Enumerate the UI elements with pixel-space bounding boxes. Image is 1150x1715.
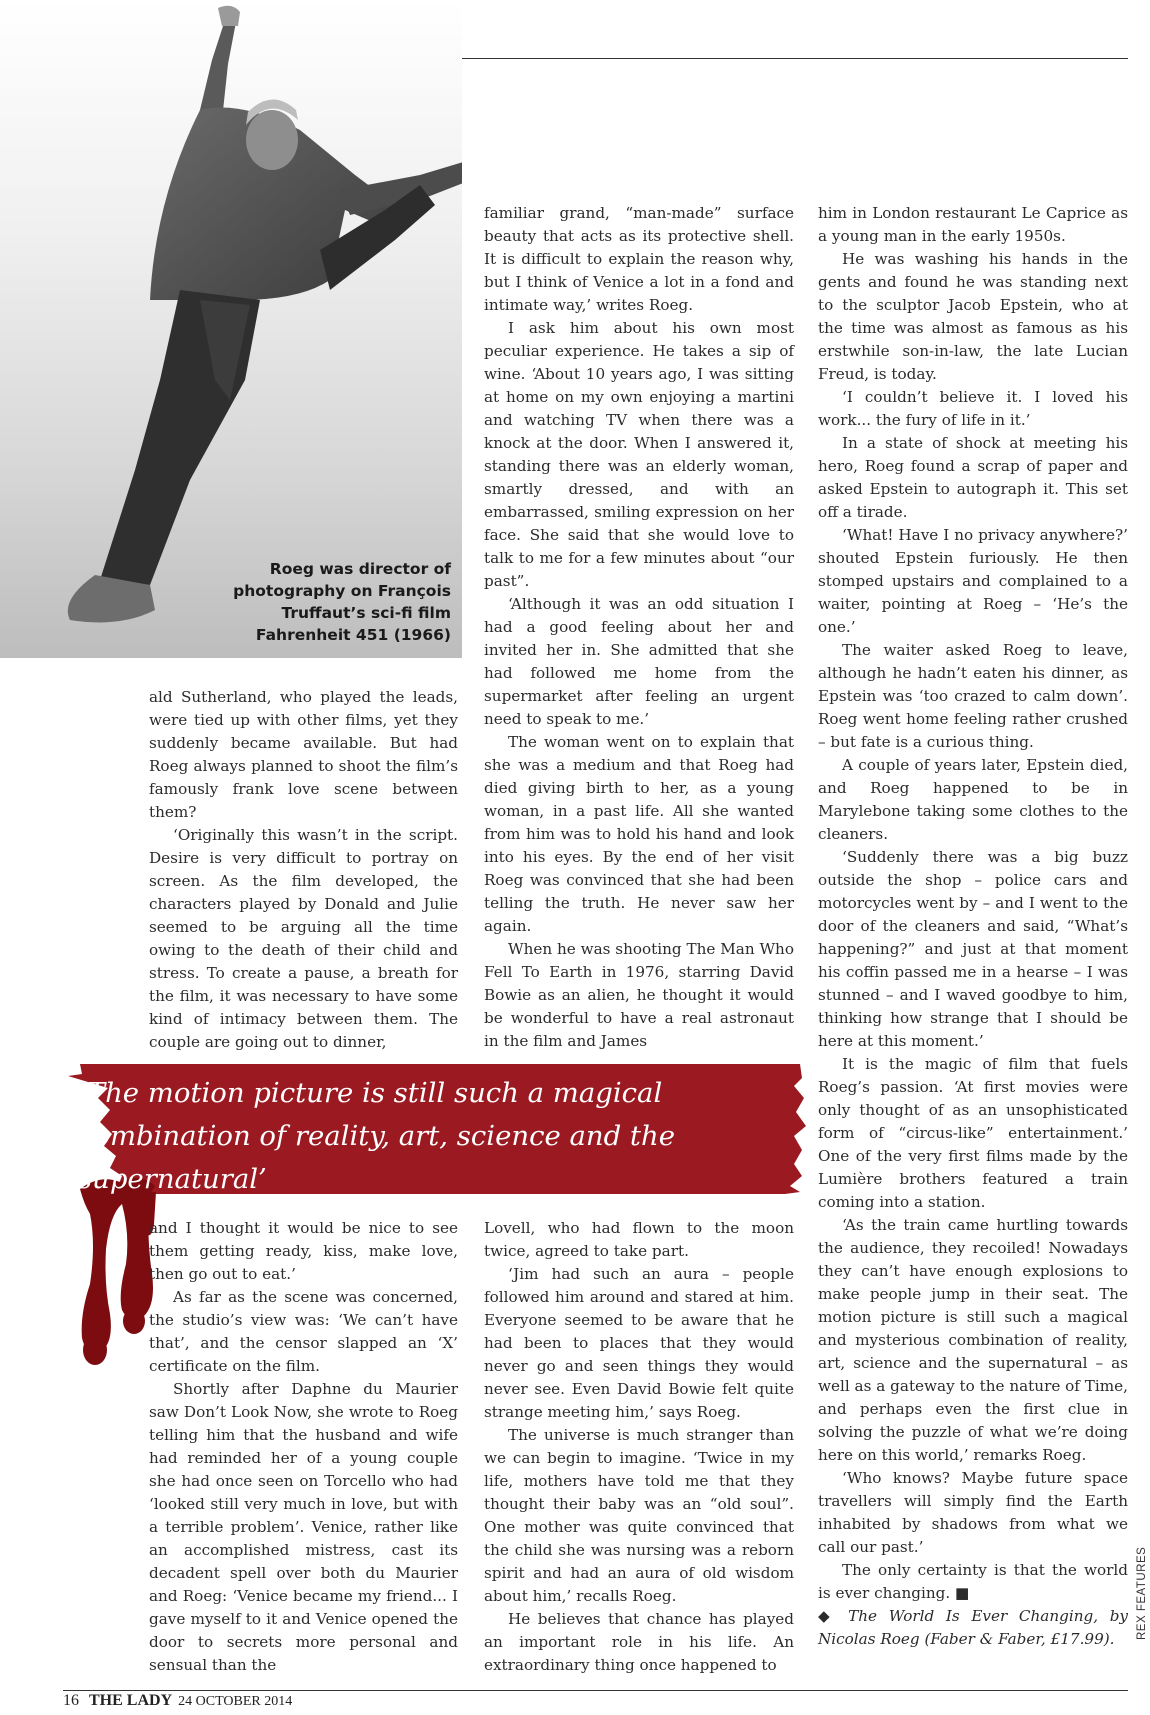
paragraph: him in London restaurant Le Caprice as a young man in the early 1950s. [818, 204, 1128, 245]
paragraph: It is the magic of film that fuels Roeg’s passion. ‘At first movies were only thought of as an unsophisticated form of “circus-like” entertainment.’ One of the very first films made by the Lumière brothers featured a train coming into a station. [818, 1055, 1128, 1211]
paragraph: As far as the scene was concerned, the studio’s view was: ‘We can’t have that’, and the censor slapped an ‘X’ certificate on the film. [149, 1288, 458, 1375]
paragraph: The only certainty is that the world is ever changing. ■ [818, 1561, 1128, 1602]
paragraph: ‘Although it was an odd situation I had a good feeling about her and invited her in. She admitted that she had followed me home from the supermarket after feeling an urgent need to speak to me.’ [484, 595, 794, 728]
paragraph: familiar grand, “man-made” surface beauty that acts as its protective shell. It is difficult to explain the reason why, but I think of Venice a lot in a fond and intimate way,’ writes Roeg. [484, 204, 794, 314]
paragraph: ‘As the train came hurtling towards the audience, they recoiled! Nowadays they can’t have enough explosions to make people jump in their seat. The motion picture is still such a magical and mysterious combination of reality, art, science and the supernatural – as well as a gateway to the nature of Time, and perhaps even the first clue in solving the puzzle of what we’re doing here on this world,’ remarks Roeg. [818, 1216, 1128, 1464]
paragraph: ‘What! Have I no privacy anywhere?’ shouted Epstein furiously. He then stomped upstairs and complained to a waiter, pointing at Roeg – ‘He’s the one.’ [818, 526, 1128, 636]
paragraph: When he was shooting The Man Who Fell To Earth in 1976, starring David Bowie as an alien, he thought it would be wonderful to have a real astronaut in the film and James [484, 940, 794, 1050]
photo-caption: Roeg was director of photography on François Truffaut’s sci-fi film Fahrenheit 451 (1966) [233, 560, 451, 644]
paragraph: ‘Jim had such an aura – people followed him around and stared at him. Everyone seemed to be aware that he had been to places that they would never go and seen things they would never see. Even David Bowie felt quite strange meeting him,’ says Roeg. [484, 1265, 794, 1421]
paragraph: He believes that chance has played an important role in his life. An extraordinary thing once happened to [484, 1610, 794, 1674]
paragraph: The universe is much stranger than we can begin to imagine. ‘Twice in my life, mothers have told me that they thought their baby was an “old soul”. One mother was quite convinced that the child she was nursing was a reborn spirit and had an aura of old wisdom about him,’ recalls Roeg. [484, 1426, 794, 1605]
paragraph: I ask him about his own most peculiar experience. He takes a sip of wine. ‘About 10 years ago, I was sitting at home on my own enjoying a martini and watching TV when there was a knock at the door. When I answered it, standing there was an elderly woman, smartly dressed, and with an embarrassed, smiling expression on her face. She said that she would love to talk to me for a few minutes about “our past”. [484, 319, 794, 590]
paragraph: Shortly after Daphne du Maurier saw Don’t Look Now, she wrote to Roeg telling him that the husband and wife had reminded her of a young couple she had once seen on Torcello who had ‘looked still very much in love, but with a terrible problem’. Venice, rather like an accomplished mistress, cast its decadent spell over both du Maurier and Roeg: ‘Venice became my friend... I gave myself to it and Venice opened the door to secrets more personal and sensual than the [149, 1380, 458, 1674]
paragraph: The waiter asked Roeg to leave, although he hadn’t eaten his dinner, as Epstein was ‘too crazed to calm down’. Roeg went home feeling rather crushed – but fate is a curious thing. [818, 641, 1128, 751]
article-column-2-lower [484, 1217, 794, 1677]
article-column-1-upper [149, 686, 458, 1054]
paragraph: He was washing his hands in the gents and found he was standing next to the sculptor Jacob Epstein, who at the time was almost as famous as his erstwhile son-in-law, the late Lucian Freud, is today. [818, 250, 1128, 383]
paragraph: A couple of years later, Epstein died, and Roeg happened to be in Marylebone taking some clothes to the cleaners. [818, 756, 1128, 843]
photo-credit: REX FEATURES [1136, 1546, 1148, 1640]
paragraph: ‘Suddenly there was a big buzz outside the shop – police cars and motorcycles went by – and I went to the door of the cleaners and said, “What’s happening?” and just at that moment his coffin passed me in a hearse – I was stunned – and I waved goodbye to him, thinking how strange that I should be here at this moment.’ [818, 848, 1128, 1050]
magazine-name: THE LADY [89, 1692, 173, 1709]
article-column-1-lower [149, 1217, 458, 1677]
page-footer [63, 1692, 292, 1710]
paragraph: In a state of shock at meeting his hero, Roeg found a scrap of paper and asked Epstein to autograph it. This set off a tirade. [818, 434, 1128, 521]
pullquote-text: ‘The motion picture is still such a magical combination of reality, art, science and the supernatural’ [78, 1077, 675, 1195]
issue-date: 24 OCTOBER 2014 [178, 1694, 293, 1709]
article-column-3 [818, 202, 1128, 1651]
article-column-2-upper [484, 202, 794, 1053]
paragraph: ald Sutherland, who played the leads, were tied up with other films, yet they suddenly became available. But had Roeg always planned to shoot the film’s famously frank love scene between them? [149, 688, 458, 821]
paragraph: ‘Who knows? Maybe future space travellers will simply find the Earth inhabited by shadows from what we call our past.’ [818, 1469, 1128, 1556]
page-number: 16 [63, 1692, 79, 1709]
paragraph: and I thought it would be nice to see them getting ready, kiss, make love, then go out to eat.’ [149, 1219, 458, 1283]
paragraph: The woman went on to explain that she was a medium and that Roeg had died giving birth to her, as a young woman, in a past life. All she wanted from him was to hold his hand and look into his eyes. By the end of her visit Roeg was convinced that she had been telling the truth. He never saw her again. [484, 733, 794, 935]
footer-rule [63, 1690, 1128, 1691]
book-credit: ◆ The World Is Ever Changing, by Nicolas Roeg (Faber & Faber, £17.99). [818, 1607, 1128, 1648]
paragraph: Lovell, who had flown to the moon twice, agreed to take part. [484, 1219, 794, 1260]
paragraph: ‘I couldn’t believe it. I loved his work... the fury of life in it.’ [818, 388, 1128, 429]
paragraph: ‘Originally this wasn’t in the script. Desire is very difficult to portray on screen. As the film developed, the characters played by Donald and Julie seemed to be arguing all the time owing to the death of their child and stress. To create a pause, a breath for the film, it was necessary to have some kind of intimacy between them. The couple are going out to dinner, [149, 826, 458, 1051]
